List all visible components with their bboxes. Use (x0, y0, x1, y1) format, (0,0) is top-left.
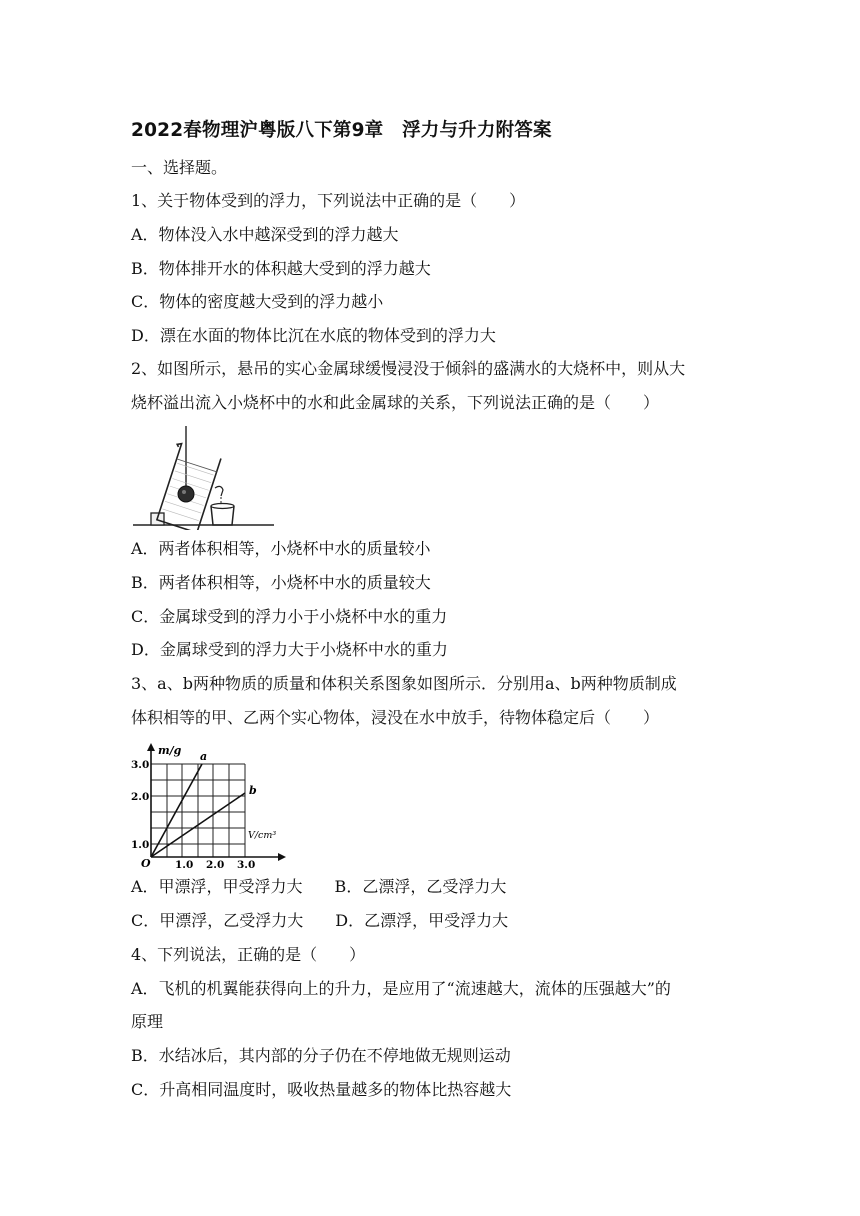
x-axis-arrow (278, 853, 286, 861)
q2-option-b: B．两者体积相等，小烧杯中水的质量较大 (131, 573, 431, 592)
overflow-spout (215, 486, 223, 496)
metal-ball (178, 486, 194, 502)
q4-option-a-line1: A．飞机的机翼能获得向上的升力，是应用了“流速越大，流体的压强越大”的 (131, 979, 671, 998)
q3-mass-volume-graph (131, 740, 296, 868)
q4-option-b: B．水结冰后，其内部的分子仍在不停地做无规则运动 (131, 1046, 511, 1065)
document-title: 2022春物理沪粤版八下第9章 浮力与升力附答案 (131, 120, 552, 141)
q4-stem: 4、下列说法，正确的是（ ） (131, 945, 366, 964)
q2-beaker-figure (131, 424, 276, 530)
q4-option-c: C．升高相同温度时，吸收热量越多的物体比热容越大 (131, 1080, 512, 1099)
y-axis-arrow (147, 743, 155, 751)
x-tick-1: 1.0 (175, 859, 194, 868)
y-tick-3: 3.0 (131, 759, 150, 771)
q3-stem-line1: 3、a、b两种物质的质量和体积关系图象如图所示．分别用a、b两种物质制成 (131, 674, 677, 693)
origin-label: O (141, 857, 151, 868)
q1-stem: 1、关于物体受到的浮力，下列说法中正确的是（ ） (131, 191, 526, 210)
q2-option-d: D．金属球受到的浮力大于小烧杯中水的重力 (131, 640, 448, 659)
q2-option-a: A．两者体积相等，小烧杯中水的质量较小 (131, 539, 431, 558)
q3-stem-line2: 体积相等的甲、乙两个实心物体，浸没在水中放手，待物体稳定后（ ） (131, 708, 660, 727)
ball-highlight (182, 490, 186, 494)
q2-stem-line1: 2、如图所示，悬吊的实心金属球缓慢浸没于倾斜的盛满水的大烧杯中，则从大 (131, 359, 686, 378)
q2-option-c: C．金属球受到的浮力小于小烧杯中水的重力 (131, 607, 448, 626)
line-a-label: a (200, 750, 208, 763)
q1-option-d: D．漂在水面的物体比沉在水底的物体受到的浮力大 (131, 326, 496, 345)
line-b-label: b (249, 784, 257, 797)
x-tick-3: 3.0 (237, 859, 256, 868)
q1-option-b: B．物体排开水的体积越大受到的浮力越大 (131, 259, 431, 278)
x-tick-2: 2.0 (206, 859, 225, 868)
y-tick-2: 2.0 (131, 791, 150, 803)
q1-option-c: C．物体的密度越大受到的浮力越小 (131, 292, 384, 311)
q3-options-row1: A．甲漂浮，甲受浮力大 B．乙漂浮，乙受浮力大 (131, 877, 507, 896)
q4-option-a-line2: 原理 (131, 1012, 164, 1031)
q1-option-a: A．物体没入水中越深受到的浮力越大 (131, 225, 399, 244)
line-a (151, 764, 202, 857)
y-axis-label: m/g (158, 744, 182, 757)
q2-stem-line2: 烧杯溢出流入小烧杯中的水和此金属球的关系，下列说法正确的是（ ） (131, 393, 660, 412)
graph-grid (151, 764, 245, 857)
q3-options-row2: C．甲漂浮，乙受浮力大 D．乙漂浮，甲受浮力大 (131, 911, 509, 930)
y-tick-1: 1.0 (131, 839, 150, 851)
x-axis-label: V/cm³ (248, 830, 277, 841)
section-heading: 一、选择题。 (131, 158, 228, 177)
